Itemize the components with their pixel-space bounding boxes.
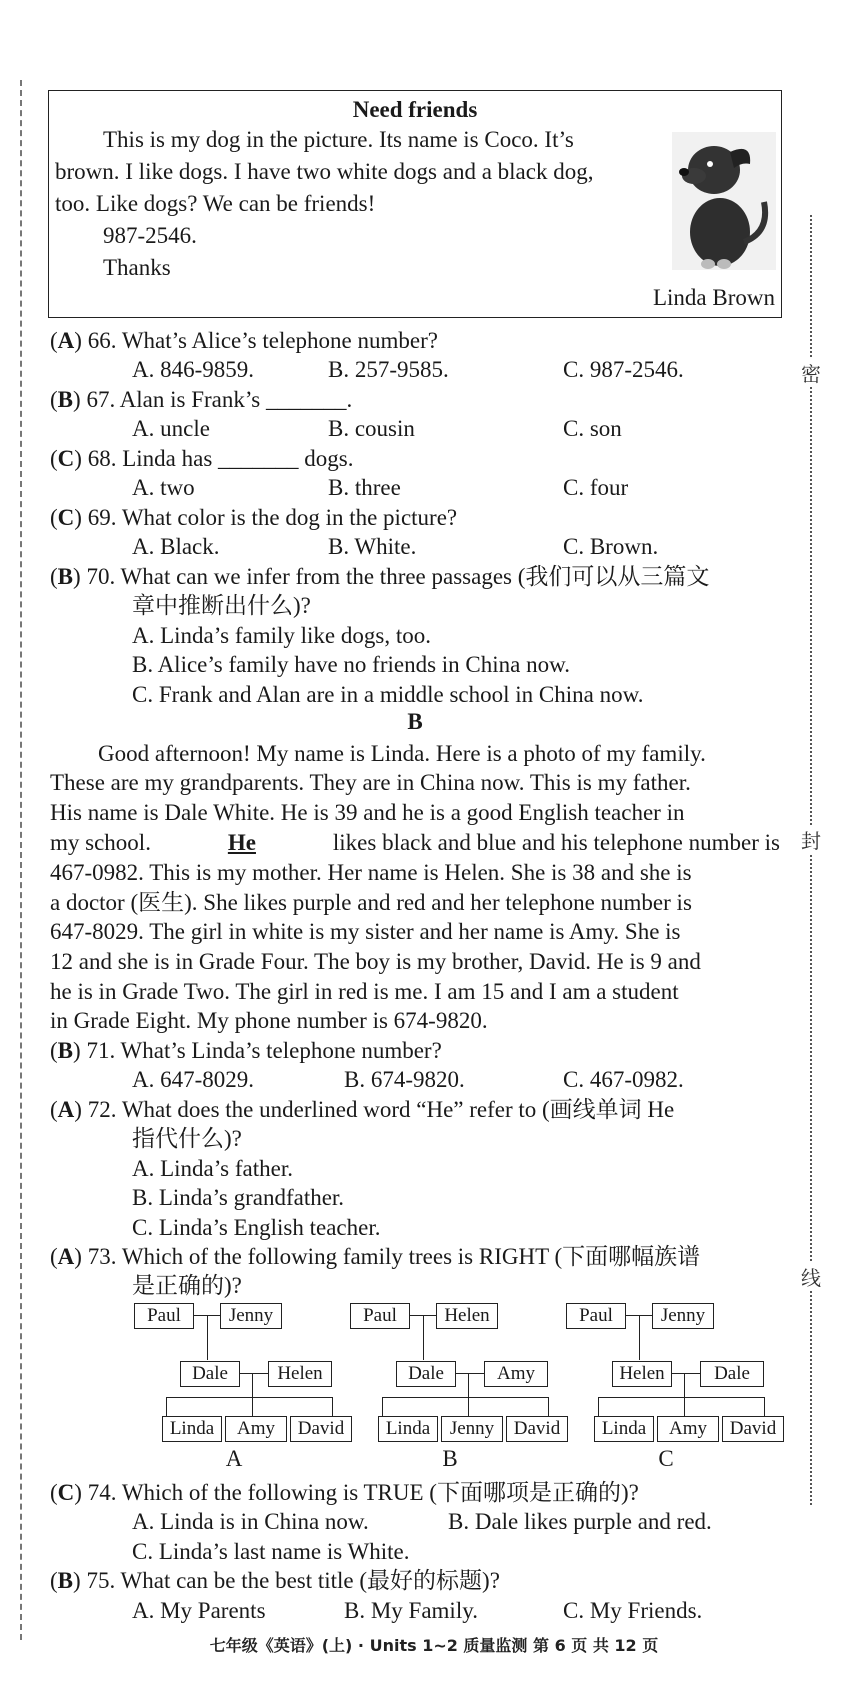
question-68: (C) 68. Linda has _______ dogs. [50,446,354,471]
passage-line: a doctor (医生). She likes purple and red and her telephone number is [50,890,692,915]
option: C. My Friends. [563,1598,703,1623]
option: C. Linda’s last name is White. [132,1539,410,1564]
notice-line: brown. I like dogs. I have two white dogs and a black dog, [55,159,594,184]
dog-icon [672,132,776,270]
question-text: What’s Alice’s telephone number? [121,328,438,353]
tree-grandparent: Paul [566,1303,626,1329]
tree-grandparent: Paul [350,1303,410,1329]
tree-parent: Dale [700,1361,764,1387]
seal-mark-feng: 封 [801,825,821,854]
tree-connector [672,1373,700,1374]
tree-connector [468,1373,469,1398]
tree-child: Amy [657,1416,719,1442]
question-74: (C) 74. Which of the following is TRUE (下面哪项是正确的)? [50,1480,639,1505]
underlined-word-he: He [227,830,256,855]
passage-line: 467-0982. This is my mother. Her name is Helen. She is 38 and she is [50,860,692,885]
answer-68: C [57,446,75,471]
question-text: Which of the following is TRUE (下面哪项是正确的)? [121,1480,639,1505]
answer-66: A [57,328,75,353]
question-75: (B) 75. What can be the best title (最好的标题)? [50,1568,500,1593]
option: A. two [132,475,195,500]
tree-connector [639,1315,640,1360]
tree-option-label: B [442,1446,458,1471]
seal-mark-mi: 密 [801,358,821,387]
tree-child: Linda [378,1416,438,1442]
tree-parent: Dale [396,1361,456,1387]
option: A. uncle [132,416,210,441]
tree-option-label: C [658,1446,674,1471]
tree-connector [598,1397,764,1398]
tree-connector [252,1373,253,1398]
tree-child: David [290,1416,352,1442]
option: C. Brown. [563,534,659,559]
notice-line: This is my dog in the picture. Its name is Coco. It’s [103,127,574,152]
tree-grandparent: Paul [134,1303,194,1329]
tree-connector [240,1373,268,1374]
option: B. Alice’s family have no friends in China now. [132,652,570,677]
passage-line: in Grade Eight. My phone number is 674-9820. [50,1008,488,1033]
tree-grandparent: Jenny [220,1303,282,1329]
option: B. Linda’s grandfather. [132,1185,345,1210]
option: C. 467-0982. [563,1067,684,1092]
passage-line: 647-8029. The girl in white is my sister and her name is Amy. She is [50,919,681,944]
tree-connector [684,1373,685,1398]
binding-margin-line [20,80,22,1640]
tree-connector [764,1397,765,1416]
option: A. Black. [132,534,220,559]
answer-73: A [57,1244,75,1269]
tree-parent: Dale [180,1361,240,1387]
option: C. Frank and Alan are in a middle school in China now. [132,682,644,707]
tree-connector [252,1397,253,1416]
tree-connector [382,1397,383,1416]
passage-line: His name is Dale White. He is 39 and he is a good English teacher in [50,800,685,825]
answer-69: C [57,505,75,530]
question-text: Alan is Frank’s _______. [119,387,353,412]
tree-connector [468,1397,469,1416]
option: C. son [563,416,622,441]
tree-parent: Helen [268,1361,332,1387]
question-66: (A) 66. What’s Alice’s telephone number? [50,328,438,353]
option: B. White. [328,534,417,559]
tree-connector [423,1315,424,1360]
page-footer: 七年级《英语》(上) · Units 1~2 质量监测 第 6 页 共 12 页 [209,1636,659,1655]
question-text-cont: 指代什么)? [132,1126,242,1151]
answer-72: A [57,1097,75,1122]
tree-connector [166,1397,332,1398]
tree-child: Amy [225,1416,287,1442]
question-text-cont: 是正确的)? [132,1273,242,1298]
option: C. four [563,475,629,500]
seal-line [810,215,812,1505]
option: A. Linda is in China now. [132,1509,369,1534]
passage-line: my school. He likes black and blue and his telephone number is [50,830,780,855]
option: B. Dale likes purple and red. [448,1509,712,1534]
answer-67: B [57,387,74,412]
tree-connector [332,1397,333,1416]
answer-71: B [57,1038,74,1063]
option: B. 674-9820. [344,1067,465,1092]
question-text: What can be the best title (最好的标题)? [120,1568,500,1593]
tree-connector [684,1397,685,1416]
passage-line: Good afternoon! My name is Linda. Here is a photo of my family. [98,741,706,766]
notice-title: Need friends [352,97,478,122]
tree-parent: Helen [612,1361,672,1387]
tree-parent: Amy [484,1361,548,1387]
notice-phone: 987-2546. [103,223,197,248]
tree-connector [548,1397,549,1416]
section-heading-b: B [407,709,423,734]
passage-line: These are my grandparents. They are in China now. This is my father. [50,770,691,795]
question-67: (B) 67. Alan is Frank’s _______. [50,387,353,412]
dog-picture [672,132,776,270]
answer-75: B [57,1568,74,1593]
tree-connector [598,1397,599,1416]
question-69: (C) 69. What color is the dog in the picture? [50,505,458,530]
question-text-cont: 章中推断出什么)? [132,593,311,618]
question-text: What color is the dog in the picture? [121,505,458,530]
question-text: What does the underlined word “He” refer to (画线单词 He [121,1097,675,1122]
option: A. Linda’s father. [132,1156,293,1181]
question-text: What can we infer from the three passages (我们可以从三篇文 [120,564,710,589]
question-text: Linda has _______ dogs. [122,446,354,471]
question-72: (A) 72. What does the underlined word “He” refer to (画线单词 He [50,1097,675,1122]
tree-grandparent: Helen [436,1303,498,1329]
tree-child: Linda [162,1416,222,1442]
answer-74: C [57,1480,75,1505]
option: C. 987-2546. [563,357,684,382]
tree-grandparent: Jenny [652,1303,714,1329]
option: A. My Parents [132,1598,266,1623]
passage-line: he is in Grade Two. The girl in red is me. I am 15 and I am a student [50,979,679,1004]
option: C. Linda’s English teacher. [132,1215,381,1240]
option: A. Linda’s family like dogs, too. [132,623,431,648]
tree-option-label: A [225,1446,243,1471]
tree-child: David [722,1416,784,1442]
tree-connector [456,1373,484,1374]
tree-connector [166,1397,167,1416]
option: B. 257-9585. [328,357,449,382]
notice-line: too. Like dogs? We can be friends! [55,191,376,216]
answer-70: B [57,564,74,589]
question-text: Which of the following family trees is RIGHT (下面哪幅族谱 [121,1244,701,1269]
question-70: (B) 70. What can we infer from the three passages (我们可以从三篇文 [50,564,710,589]
tree-connector [207,1315,208,1360]
option: B. My Family. [344,1598,478,1623]
question-71: (B) 71. What’s Linda’s telephone number? [50,1038,442,1063]
notice-signature: Linda Brown [652,285,775,310]
option: B. cousin [328,416,415,441]
option: A. 846-9859. [132,357,255,382]
question-text: What’s Linda’s telephone number? [120,1038,442,1063]
question-73: (A) 73. Which of the following family trees is RIGHT (下面哪幅族谱 [50,1244,701,1269]
passage-line: 12 and she is in Grade Four. The boy is my brother, David. He is 9 and [50,949,701,974]
option: B. three [328,475,401,500]
tree-connector [382,1397,548,1398]
tree-child: David [506,1416,568,1442]
tree-child: Jenny [441,1416,503,1442]
notice-thanks: Thanks [103,255,171,280]
option: A. 647-8029. [132,1067,255,1092]
seal-mark-xian: 线 [801,1262,821,1291]
tree-child: Linda [594,1416,654,1442]
